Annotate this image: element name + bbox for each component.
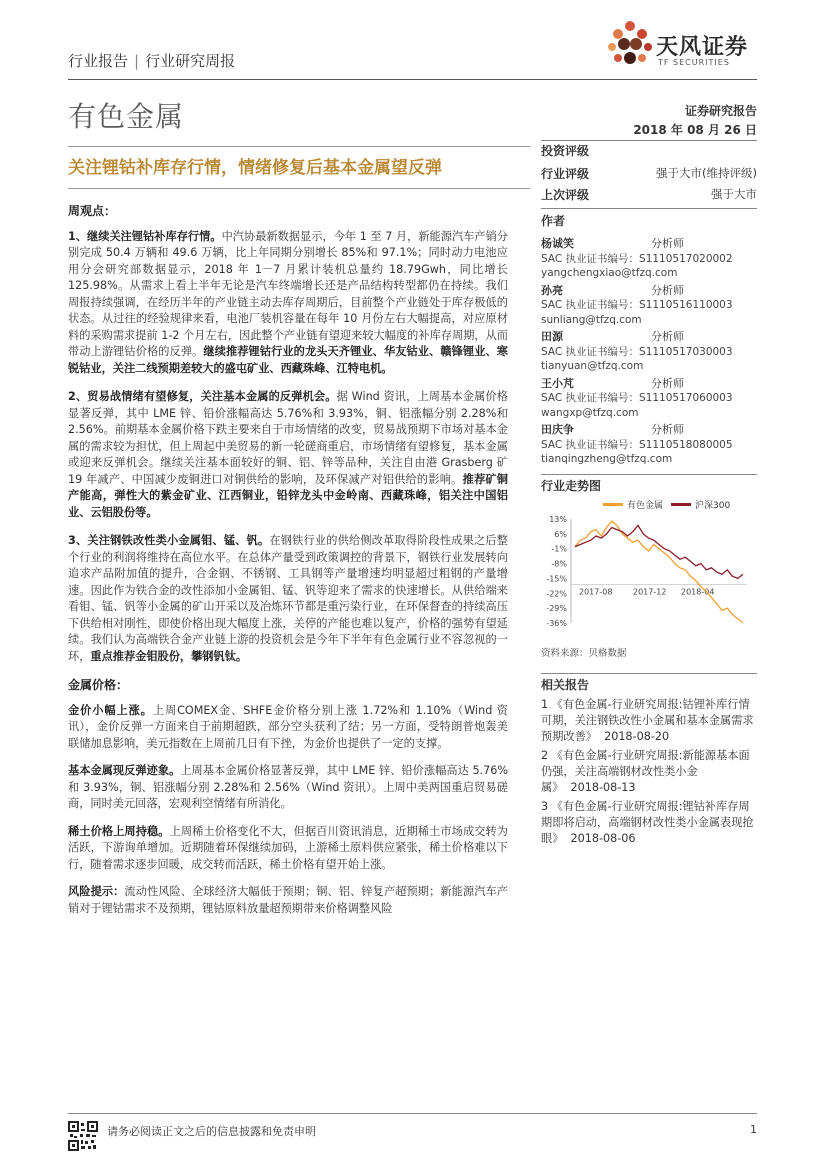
related-report-title: 3 《有色金属-行业研究周报:锂钴补库存周期即将启动，高端钢材改性类小金属表现抢眼》 <box>541 800 754 845</box>
authors-top-divider <box>541 208 757 209</box>
author-entry <box>541 237 757 281</box>
author-cert: SAC 执业证书编号：S1110516110003 <box>541 299 733 311</box>
chart-source: 资料来源：贝格数据 <box>541 648 627 659</box>
trend-chart <box>541 497 757 637</box>
qr-code-icon <box>68 1121 98 1155</box>
industry-rating-value: 强于大市(维持评级) <box>656 166 757 180</box>
p3-text: 在钢铁行业的供给侧改革取得阶段性成果之后整个行业的利润将维持在高位水平。在总体产量受到政策调控的背景下，钢铁行业发展转向追求产品附加值的提升，合金钢、不锈钢、工具钢等产量增速均明显超过粗钢的产量增速。因此作为铁合金的改性添加小金属钼、锰、钒等迎来了需求的快速增长。从供给端来看钼、锰、钒等小金属的矿山开采以及冶炼环节都是重污染行业，在环保督查的持续高压下供给相对刚性，即使价格出现大幅度上涨，关停的产能也难以复产，价格的强势有望延续。我们认为高端铁合金产业链上游的投资机会是今年下半年有色金属行业不容忽视的一环， <box>68 534 508 663</box>
report-title: 关注锂钴补库存行情，情绪修复后基本金属望反弹 <box>68 158 442 178</box>
paragraph-base-metals <box>68 389 508 521</box>
related-list <box>541 697 757 847</box>
author-role: 分析师 <box>651 237 684 250</box>
footer-disclaimer: 请务必阅读正文之后的信息披露和免责申明 <box>107 1125 316 1138</box>
authors-header: 作者 <box>541 214 566 228</box>
trend-header: 行业走势图 <box>541 479 602 493</box>
related-report-title: 2 《有色金属-行业研究周报:新能源基本面仍强，关注高端钢材改性类小金属》 <box>541 749 750 794</box>
author-entry <box>541 330 757 374</box>
author-role: 分析师 <box>651 283 684 297</box>
p2-recommend: 推荐矿铜产能高，弹性大的紫金矿业、江西铜业，铅锌龙头中金岭南、西藏珠峰，铝关注中国铝业、云铝股份等。 <box>68 472 508 519</box>
author-email[interactable]: sunliang@tfzq.com <box>541 313 642 326</box>
report-category: 行业报告 | 行业研究周报 <box>68 52 236 70</box>
related-report-item[interactable] <box>541 748 757 796</box>
base-text: 上周基本金属价格显著反弹，其中 LME 锌、铅价涨幅高达 5.76%和 3.93%，铜、铝涨幅分别 2.28%和 2.56%（Wind 资讯）。上周中美两国重启贸易磋商，同时美元回落，宏观利空情绪有所消化。 <box>68 764 508 810</box>
logo-mark-icon <box>608 20 652 68</box>
rating-section <box>541 142 757 203</box>
author-role: 分析师 <box>651 376 684 390</box>
rating-top-divider <box>541 140 757 141</box>
author-name: 杨诚笑 <box>541 237 574 250</box>
category-label: 行业报告 <box>68 52 129 70</box>
author-name: 田庆争 <box>541 423 574 436</box>
industry-rating-row <box>541 165 757 182</box>
metal-price-label: 金属价格： <box>68 678 129 692</box>
p2-heading: 2、贸易战情绪有望修复，关注基本金属的反弹机会。 <box>68 390 337 403</box>
y-tick-label: -36% <box>546 619 567 628</box>
risk-heading: 风险提示： <box>68 885 125 898</box>
series-line-1 <box>575 525 743 578</box>
y-tick-label: 6% <box>554 529 567 539</box>
paragraph-rare-earth <box>68 824 508 874</box>
author-entry <box>541 284 757 328</box>
related-report-date: 2018-08-13 <box>570 781 636 794</box>
p1-heading: 1、继续关注锂钴补库存行情。 <box>68 229 222 243</box>
logo-name: 天风证券 <box>656 35 749 60</box>
author-entry <box>541 423 757 467</box>
paragraph-base-price <box>68 763 508 813</box>
author-name-row <box>541 377 757 392</box>
y-tick-label: -15% <box>546 574 567 584</box>
x-tick-label: 2018-04 <box>681 587 715 597</box>
author-name: 王小芃 <box>541 376 574 390</box>
base-heading: 基本金属现反弹迹象。 <box>68 764 181 777</box>
author-cert: SAC 执业证书编号：S1110517020002 <box>541 252 733 265</box>
author-role: 分析师 <box>651 330 684 343</box>
related-report-title: 1 《有色金属-行业研究周报:钴锂补库行情可期，关注钢铁改性小金属和基本金属需求预期改善》 <box>541 698 754 743</box>
rating-header: 投资评级 <box>541 144 590 158</box>
authors-section <box>541 212 757 470</box>
rare-earth-text: 上周稀土价格变化不大，但据百川资讯消息，近期稀土市场成交转为活跃，下游询单增加。近期随着环保继续加码，上游稀土原料供应紧张，稀土价格难以下行，随着需求逐步回暖，成交转而活跃，稀土价格有望开始上涨。 <box>68 824 508 871</box>
y-tick-label: 13% <box>549 515 567 524</box>
trend-section <box>541 477 757 494</box>
report-type: 证券研究报告 <box>684 104 757 118</box>
footer-divider <box>68 1113 757 1114</box>
header-divider <box>68 79 757 80</box>
x-tick-label: 2017-12 <box>633 587 667 597</box>
author-email[interactable]: tianqingzheng@tfzq.com <box>541 453 673 465</box>
author-name-row <box>541 237 757 252</box>
related-report-date: 2018-08-20 <box>604 730 670 743</box>
last-rating-value: 强于大市 <box>711 187 757 201</box>
gold-text: 上周COMEX金、SHFE金价格分别上涨 1.72%和 1.10%（Wind 资讯），金价反弹一方面来自于前期超跌，部分空头获利了结；另一方面，受特朗普炮轰美联储加息影响，美元指数在上周前几日有下挫，为金价也提供了一定的支撑。 <box>68 703 508 750</box>
paragraph-gold <box>68 703 508 753</box>
author-role: 分析师 <box>651 423 684 436</box>
related-top-divider <box>541 673 757 674</box>
related-report-item[interactable] <box>541 697 757 745</box>
author-cert: SAC 执业证书编号：S1110518080005 <box>541 438 733 451</box>
paragraph-minor-metals <box>68 533 508 665</box>
p3-recommend: 重点推荐金钼股份，攀钢钒钛。 <box>90 649 248 663</box>
author-cert: SAC 执业证书编号：S1110517060003 <box>541 392 733 404</box>
author-email[interactable]: tianyuan@tfzq.com <box>541 360 644 372</box>
y-tick-label: -1% <box>551 544 567 554</box>
legend-swatch-1 <box>671 503 691 506</box>
author-name-row <box>541 284 757 299</box>
last-rating-label: 上次评级 <box>541 188 590 202</box>
industry-rating-label: 行业评级 <box>541 167 590 181</box>
p1-recommend: 继续推荐锂钴行业的龙头天齐锂业、华友钴业、赣锋锂业、寒锐钴业，关注二线预期差较大的盛屯矿业、西藏珠峰、江特电机。 <box>68 345 508 375</box>
last-rating-row <box>541 186 757 203</box>
sector-title: 有色金属 <box>68 100 185 133</box>
title-bottom-divider <box>68 188 530 189</box>
risk-text: 流动性风险、全球经济大幅低于预期；铜、铝、锌复产超预期；新能源汽车产销对于锂钴需求不及预期，锂钴原料放量超预期带来价格调整风险 <box>68 885 508 915</box>
company-logo <box>608 18 758 76</box>
paragraph-risk <box>68 884 508 917</box>
author-name: 田源 <box>541 330 563 343</box>
gold-heading: 金价小幅上涨。 <box>68 703 153 717</box>
page-number: 1 <box>750 1123 757 1136</box>
legend-swatch-0 <box>603 503 623 506</box>
report-date: 2018 年 08 月 26 日 <box>633 123 757 137</box>
title-top-divider <box>68 146 530 147</box>
weekly-view-label: 周观点： <box>68 204 117 218</box>
p3-heading: 3、关注钢铁改性类小金属钼、锰、钒。 <box>68 534 270 547</box>
related-section <box>541 676 757 850</box>
y-tick-label: -22% <box>546 589 567 599</box>
trend-top-divider <box>541 474 757 475</box>
author-email[interactable]: yangchengxiao@tfzq.com <box>541 267 678 279</box>
x-tick-label: 2017-08 <box>579 587 613 597</box>
author-name-row <box>541 330 757 345</box>
main-body <box>68 203 508 917</box>
legend-label-1: 沪深300 <box>695 501 731 511</box>
author-cert: SAC 执业证书编号：S1110517030003 <box>541 345 733 358</box>
subcategory-label: 行业研究周报 <box>145 52 236 70</box>
trend-chart-svg <box>541 497 757 637</box>
p1-text: 中汽协最新数据显示，今年 1 至 7 月，新能源汽车产销分别完成 50.4 万辆和 49.6 万辆，比上年同期分别增长 85%和 97.1%；同时动力电池应用分会研究部数据显示，2018 年 1－7 月累计装机总量约 18.79Gwh，同比增长 125.98%。从需求上看上半年无论是汽车终端增长还是产品结构转型都仍在持续。我们周报持续强调，在经历半年的产业链主动去库存周期后，目前整个产业链处于库存极低的状态。从过往的经验规律来看，电池厂装机容量在每年 10 月份左右大幅提高，对应原材料的采购需求提前 1-2 个月左右，因此整个产业链有望迎来较大幅度的补库存周期，从而带动上游锂钴价格的反弹。 <box>68 229 508 358</box>
logo-en: TF SECURITIES <box>658 58 730 67</box>
related-report-item[interactable] <box>541 799 757 847</box>
author-entry <box>541 377 757 421</box>
related-header: 相关报告 <box>541 678 590 692</box>
author-name: 孙亮 <box>541 283 563 297</box>
author-name-row <box>541 423 757 438</box>
p2-text: 据 Wind 资讯，上周基本金属价格显著反弹，其中 LME 锌、铅价涨幅高达 5.76%和 3.93%，铜、铝涨幅分别 2.28%和 2.56%。前期基本金属价格下跌主要来自于市场情绪的改变，贸易战预期下市场对基本金属的需求较为担忧，但上周起中美贸易的新一轮磋商重启，市场情绪有望修复，基本金属或迎来反弹机会。继续关注基本面较好的铜、铝、锌等品种，关注自由港 Grasberg 矿 19 年减产、中国减少废铜进口对铜供给的影响，及环保减产对铝供给的影响。 <box>68 390 508 486</box>
rare-earth-heading: 稀土价格上周持稳。 <box>68 824 170 838</box>
author-email[interactable]: wangxp@tfzq.com <box>541 406 639 419</box>
legend-label-0: 有色金属 <box>627 501 664 511</box>
y-tick-label: -29% <box>546 604 567 614</box>
y-tick-label: -8% <box>551 559 567 569</box>
author-list <box>541 237 757 467</box>
related-report-date: 2018-08-06 <box>570 832 636 845</box>
paragraph-lithium <box>68 229 508 378</box>
